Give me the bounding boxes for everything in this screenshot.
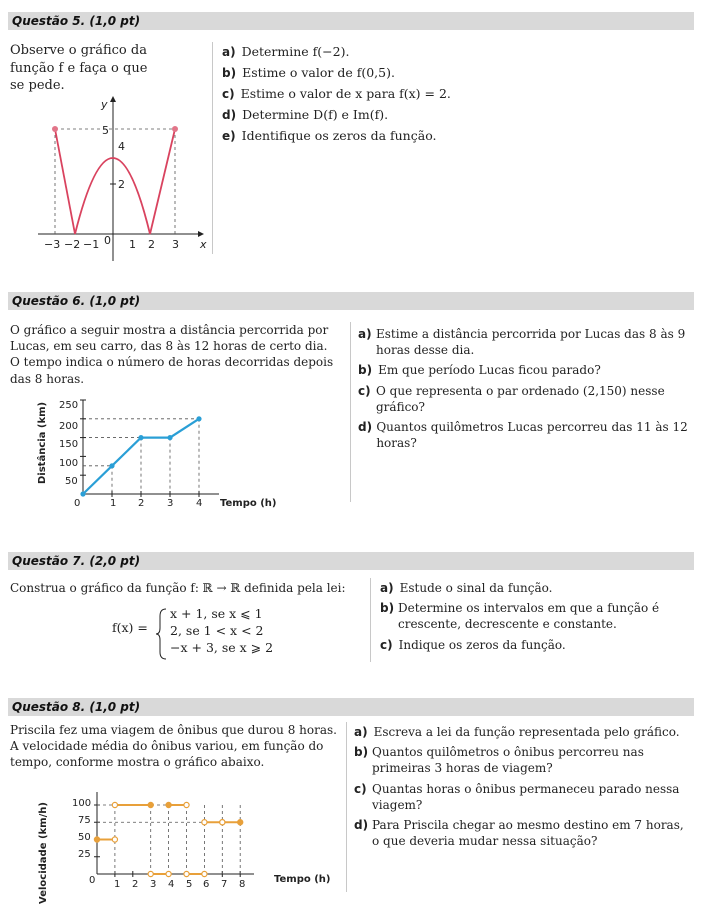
q5-xtick-m3: −3 [44,238,61,251]
q6-xtick-4: 4 [196,498,203,509]
q5-graph [20,96,220,266]
q6-point-4 [196,416,201,421]
q7-item-b: b) Determine os intervalos em que a função é crescente, decrescente e constante. [380,601,660,632]
q6-item-b: b) Em que período Lucas ficou parado? [358,363,601,378]
q6-xtick-1: 1 [110,498,117,509]
q8-endpoint-2-0 [148,871,153,876]
q6-ytick-250: 250 [59,400,79,411]
q8-endpoint-1-1 [148,802,153,807]
q8-xlabel: Tempo (h) [274,874,331,885]
q6-items [358,326,688,455]
q8-xtick-0: 0 [89,875,96,886]
q6-ytick-200: 200 [59,421,79,432]
q6-header: Questão 6. (1,0 pt) [8,292,694,310]
q8-endpoint-2-1 [166,871,171,876]
q8-chart [34,786,354,916]
q6-ytick-150: 150 [59,439,79,450]
q5-item-c: c) Estime o valor de x para f(x) = 2. [222,85,451,101]
q5-item-a: a) Determine f(−2). [222,44,350,59]
q6-intro: O gráfico a seguir mostra a distância percorrida por Lucas, em seu carro, das 8 às 12 horas de certo dia. O tempo indica o número de horas decorridas depois das 8 horas. [10,323,334,386]
q8-endpoint-5-0 [202,820,207,825]
q8-endpoint-6-1 [238,820,243,825]
q8-item-d: d) Para Priscila chegar ao mesmo destino em 7 horas, o que deveria mudar nessa situação? [354,817,684,849]
q8-ytick-75: 75 [78,815,91,826]
q8-endpoint-0-0 [94,837,99,842]
q8-xtick-7: 7 [221,879,228,890]
q6-item-a: a) Estime a distância percorrida por Lucas das 8 às 9 horas desse dia. [358,327,686,358]
q5-intro: Observe o gráfico da função f e faça o que se pede. [10,43,148,94]
q5-item-d: d) Determine D(f) e Im(f). [222,106,389,122]
q5-xtick-m1: −1 [83,238,100,251]
q8-endpoint-6-0 [220,820,225,825]
q5-curve-right [150,129,175,234]
q5-xtick-3: 3 [172,238,179,251]
q5-items [222,44,692,148]
q5-xtick-1: 1 [129,238,136,251]
q5-ylabel-2: 2 [118,178,125,191]
q8-xtick-8: 8 [239,879,246,890]
q5-item-b: b) Estime o valor de f(0,5). [222,64,395,80]
q6-ytick-100: 100 [59,458,79,469]
q7-items [380,580,690,657]
q6-point-2 [138,435,143,440]
q7-case-3: −x + 3, se x ⩾ 2 [170,639,274,655]
q8-ylabel: Velocidade (km/h) [38,802,49,904]
q8-header: Questão 8. (1,0 pt) [8,698,694,716]
q6-item-c: c) O que representa o par ordenado (2,150) nesse gráfico? [358,383,665,414]
q6-point-1 [109,463,114,468]
q5-curve-left [55,129,75,234]
q5-header: Questão 5. (1,0 pt) [8,12,694,30]
q8-endpoint-4-1 [202,871,207,876]
q8-intro: Priscila fez uma viagem de ônibus que durou 8 horas. A velocidade média do ônibus variou, em função do tempo, conforme mostra o gráfico abaixo. [10,723,337,770]
q8-xtick-5: 5 [186,879,193,890]
q5-ylabel-5: 5 [102,124,109,137]
q8-ytick-25: 25 [78,849,91,860]
q5-xtick-m2: −2 [64,238,81,251]
q8-ytick-50: 50 [78,832,91,843]
q5-ylabel-4: 4 [118,140,125,153]
q8-xtick-2: 2 [132,879,139,890]
q7-case-2: 2, se 1 < x < 2 [170,622,264,638]
q7-divider [370,578,371,662]
q6-xtick-2: 2 [138,498,145,509]
q6-ylabel: Distância (km) [37,401,48,484]
q8-xtick-4: 4 [168,879,175,890]
q7-header: Questão 7. (2,0 pt) [8,552,694,570]
q8-item-c: c) Quantas horas o ônibus permaneceu parado nessa viagem? [354,781,680,812]
q8-endpoint-0-1 [112,837,117,842]
q6-chart [34,392,294,522]
q7-item-a: a) Estude o sinal da função. [380,581,553,595]
q8-ytick-100: 100 [72,798,92,809]
q8-endpoint-4-0 [184,871,189,876]
q8-xtick-3: 3 [150,879,157,890]
q6-xtick-3: 3 [167,498,174,509]
q8-endpoint-3-0 [166,802,171,807]
q6-point-0 [80,491,85,496]
q7-item-c: c) Indique os zeros da função. [380,637,566,652]
q6-xlabel: Tempo (h) [220,498,277,509]
q8-endpoint-1-0 [112,802,117,807]
q5-endpoint-right [172,126,178,132]
q8-endpoint-3-1 [184,802,189,807]
q6-xtick-0: 0 [74,498,81,509]
q8-item-b: b) Quantos quilômetros o ônibus percorreu nas primeiras 3 horas de viagem? [354,745,644,776]
q6-ytick-50: 50 [65,476,78,487]
q5-xtick-0: 0 [104,234,111,247]
q6-item-d: d) Quantos quilômetros Lucas percorreu das 11 às 12 horas? [358,419,688,451]
q5-endpoint-left [52,126,58,132]
q6-divider [350,322,351,502]
q7-intro: Construa o gráfico da função f: ℝ → ℝ definida pela lei: [10,581,346,595]
q8-xtick-1: 1 [114,879,121,890]
q5-label-x: x [200,238,207,251]
q8-item-a: a) Escreva a lei da função representada pelo gráfico. [354,725,680,739]
q7-fx: f(x) = [112,620,148,635]
q8-items [354,724,690,853]
q7-brace [156,608,168,660]
q5-label-y: y [101,98,108,111]
q7-case-1: x + 1, se x ⩽ 1 [170,606,263,621]
q5-xtick-2: 2 [148,238,155,251]
q6-point-3 [167,435,172,440]
q8-xtick-6: 6 [203,879,210,890]
q5-item-e: e) Identifique os zeros da função. [222,127,437,143]
